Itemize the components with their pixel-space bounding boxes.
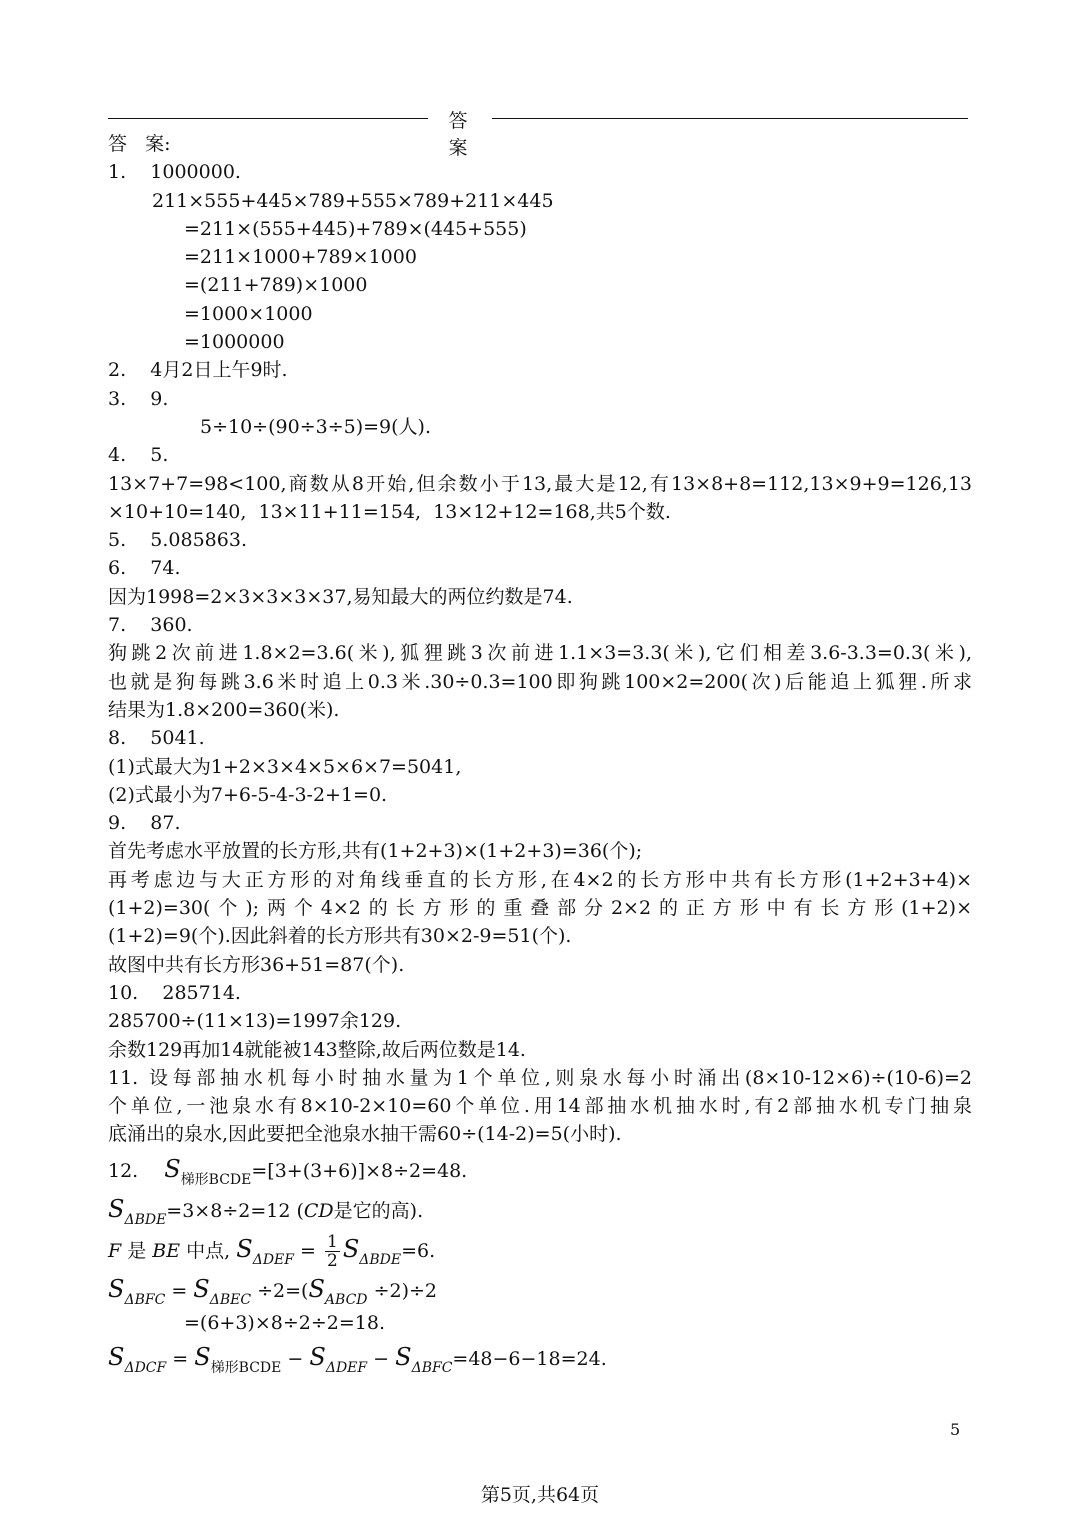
answer-line: 底涌出的泉水,因此要把全池泉水抽干需60÷(14-2)=5(小时). (108, 1123, 622, 1146)
answer-line: 13×7+7=98<100,商数从8开始,但余数小于13,最大是12,有13×8+8=112,13×9+9=126,13 (108, 472, 972, 495)
answer-line: 首先考虑水平放置的长方形,共有(1+2+3)×(1+2+3)=36(个); (108, 840, 643, 863)
header-rule (108, 108, 968, 159)
answer-line: 5÷10÷(90÷3÷5)=9(人). (200, 415, 431, 438)
answer-line: 10. 285714. (108, 981, 241, 1004)
answer-line: (2)式最小为7+6-5-4-3-2+1=0. (108, 783, 388, 806)
page-footer: 第5页,共64页 (480, 1484, 600, 1506)
answer-line: =211×1000+789×1000 (184, 246, 417, 269)
answer-line: (1)式最大为1+2×3×4×5×6×7=5041, (108, 755, 462, 778)
answer-line: 故图中共有长方形36+51=87(个). (108, 953, 405, 976)
answer-line: (1+2)=9(个).因此斜着的长方形共有30×2-9=51(个). (108, 925, 572, 948)
one-half-fraction: $\frac{1}{2}$ (326, 1232, 338, 1272)
answer-line: =211×(555+445)+789×(445+555) (184, 217, 527, 240)
answer-line: 个单位,一池泉水有8×10-2×10=60个单位.用14部抽水机抽水时,有2部抽水机专门抽泉 (108, 1095, 972, 1118)
answer-line: 9. 87. (108, 812, 181, 835)
header-line-left (108, 118, 428, 119)
q12-line-5: =(6+3)×8÷2÷2=18. (184, 1311, 386, 1334)
answer-line: 11. 设每部抽水机每小时抽水量为1个单位,则泉水每小时涌出(8×10-12×6)÷(10-6)=2 (108, 1066, 972, 1089)
page-number: 5 (950, 1420, 961, 1439)
answer-line: (1+2)=30(个);两个4×2的长方形的重叠部分2×2的正方形中有长方形(1+2)× (108, 897, 972, 920)
header-title: 答 案 (448, 110, 474, 159)
answer-body (108, 130, 972, 1377)
q12-line-1: 12. $S_{梯形BCDE}=[3+(3+6)]\times 8\div 2=48$. (108, 1154, 468, 1188)
answer-heading: 答 案: (108, 133, 171, 155)
answer-line: =1000×1000 (184, 302, 313, 325)
answer-line: =1000000 (184, 331, 285, 354)
answer-line: 3. 9. (108, 387, 169, 410)
answer-line: 4. 5. (108, 444, 169, 467)
answer-line: 5. 5.085863. (108, 529, 247, 552)
answer-line: 285700÷(11×13)=1997余129. (108, 1010, 402, 1033)
answer-line: 2. 4月2日上午9时. (108, 359, 288, 382)
q12-line-2: $S_{\Delta BDE}=3\times 8\div 2=12$ (CD是它的高). (108, 1194, 424, 1228)
q12-line-4: $S_{\Delta BFC} = S_{\Delta BEC} \div 2=(S_{ABCD} \div 2)\div 2$ (108, 1274, 437, 1308)
answer-line: 211×555+445×789+555×789+211×445 (152, 189, 554, 212)
q12-line-3: F 是 BE 中点, $S_{\Delta DEF}$ = $\frac{1}{2}$ $S_{\Delta BDE}=6$. (108, 1232, 436, 1272)
answer-line: 8. 5041. (108, 727, 205, 750)
answer-line: 也就是狗每跳3.6米时追上0.3米.30÷0.3=100即狗跳100×2=200(次)后能追上狐狸.所求 (108, 670, 972, 693)
q12-line-6: $S_{\Delta DCF} = S_{梯形BCDE} - S_{\Delta DEF} - S_{\Delta BFC}=48-6-18=24$. (108, 1342, 607, 1376)
answer-line: 6. 74. (108, 557, 181, 580)
answer-line: 7. 360. (108, 614, 193, 637)
answer-line: 因为1998=2×3×3×3×37,易知最大的两位约数是74. (108, 585, 573, 608)
header-line-right (492, 118, 968, 119)
answer-line: 余数129再加14就能被143整除,故后两位数是14. (108, 1038, 526, 1061)
answer-line: 再考虑边与大正方形的对角线垂直的长方形,在4×2的长方形中共有长方形(1+2+3+4)× (108, 868, 972, 891)
answer-line: 狗跳2次前进1.8×2=3.6(米),狐狸跳3次前进1.1×3=3.3(米),它们相差3.6-3.3=0.3(米), (108, 642, 972, 665)
answer-line: ×10+10=140, 13×11+11=154, 13×12+12=168,共5个数. (108, 500, 671, 523)
answer-line: 1. 1000000. (108, 161, 241, 184)
answer-line: 结果为1.8×200=360(米). (108, 698, 340, 721)
answer-line: =(211+789)×1000 (184, 274, 368, 297)
